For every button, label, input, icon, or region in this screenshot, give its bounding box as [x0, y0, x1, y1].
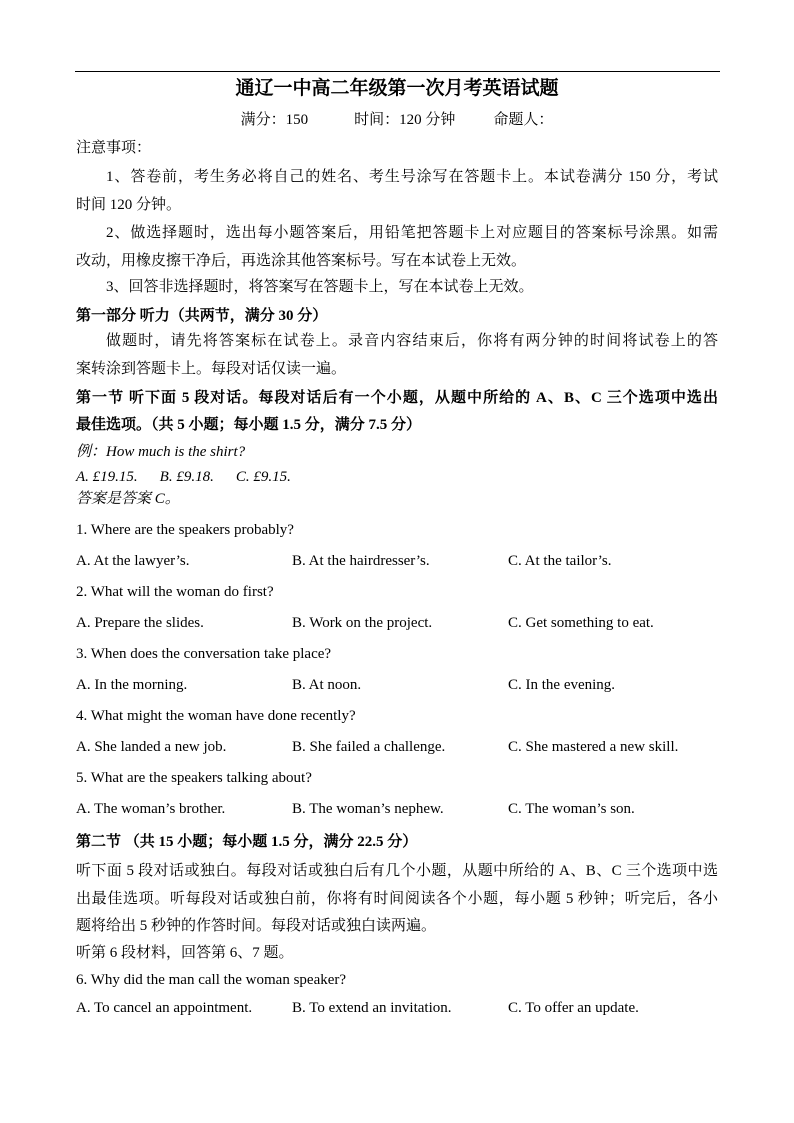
option-b: B. She failed a challenge.: [292, 739, 446, 755]
header-rule: [75, 71, 720, 72]
option-a: A. Prepare the slides.: [76, 615, 204, 631]
notice-item-1: 1、答卷前，考生务必将自己的姓名、考生号涂写在答题卡上。本试卷满分 150 分，考试: [106, 169, 718, 185]
section1-heading-cont: 最佳选项。（共 5 小题；每小题 1.5 分，满分 7.5 分）: [76, 417, 422, 433]
author: 命题人：: [493, 112, 554, 128]
option-a: A. The woman’s brother.: [76, 801, 226, 817]
option-a: A. In the morning.: [76, 677, 188, 693]
section2-intro-end: 题将给出 5 秒钟的作答时间。每段对话或独白读两遍。: [76, 918, 437, 934]
example-answer: 答案是答案 C。: [76, 491, 180, 507]
question-1: 1. Where are the speakers probably?: [76, 522, 294, 538]
part1-intro: 做题时，请先将答案标在试卷上。录音内容结束后，你将有两分钟的时间将试卷上的答: [106, 333, 718, 349]
material-instruction: 听第 6 段材料，回答第 6、7 题。: [76, 945, 294, 961]
option-c: C. Get something to eat.: [508, 615, 654, 631]
part1-heading: 第一部分 听力（共两节，满分 30 分）: [76, 308, 328, 324]
question-6: 6. Why did the man call the woman speaker?: [76, 972, 347, 988]
section2-intro-cont: 出最佳选项。听每段对话或独白前，你将有时间阅读各个小题，每小题 5 秒钟；听完后，各小: [76, 891, 718, 907]
option-b: B. To extend an invitation.: [292, 1000, 452, 1016]
option-c: C. At the tailor’s.: [508, 553, 612, 569]
option-a: A. At the lawyer’s.: [76, 553, 190, 569]
option-c: C. To offer an update.: [508, 1000, 639, 1016]
example-options: [76, 467, 718, 487]
section2-heading: 第二节 （共 15 小题；每小题 1.5 分，满分 22.5 分）: [76, 834, 418, 850]
option-c: C. She mastered a new skill.: [508, 739, 679, 755]
option-c: C. The woman’s son.: [508, 801, 635, 817]
option-c: C. In the evening.: [508, 677, 616, 693]
page-title: 通辽一中高二年级第一次月考英语试题: [235, 78, 559, 99]
option-a: A. She landed a new job.: [76, 739, 227, 755]
exam-info: [76, 110, 718, 130]
notice-heading: 注意事项：: [76, 140, 152, 156]
full-score: 满分：150: [240, 112, 309, 128]
example-option: C. £9.15.: [235, 469, 291, 485]
question-3: 3. When does the conversation take place?: [76, 646, 332, 662]
exam-time: 时间：120 分钟: [354, 112, 456, 128]
part1-intro-cont: 案转涂到答题卡上。每段对话仅读一遍。: [76, 361, 347, 377]
question-4: 4. What might the woman have done recently?: [76, 708, 356, 724]
example-option: A. £19.15.: [76, 469, 138, 485]
option-b: B. At noon.: [292, 677, 362, 693]
question-2: 2. What will the woman do first?: [76, 584, 274, 600]
option-b: B. The woman’s nephew.: [292, 801, 444, 817]
notice-item-1-cont: 时间 120 分钟。: [76, 197, 182, 213]
notice-item-2: 2、做选择题时，选出每小题答案后，用铅笔把答题卡上对应题目的答案标号涂黑。如需: [106, 225, 718, 241]
notice-item-3: 3、回答非选择题时，将答案写在答题卡上，写在本试卷上无效。: [106, 279, 534, 295]
section2-intro: 听下面 5 段对话或独白。每段对话或独白后有几个小题，从题中所给的 A、B、C 三个选项中选: [76, 863, 718, 879]
notice-item-2-cont: 改动，用橡皮擦干净后，再选涂其他答案标号。写在本试卷上无效。: [76, 253, 527, 269]
example-option: B. £9.18.: [159, 469, 214, 485]
example-question: 例：How much is the shirt?: [76, 444, 246, 460]
option-a: A. To cancel an appointment.: [76, 1000, 253, 1016]
option-b: B. At the hairdresser’s.: [292, 553, 430, 569]
question-5: 5. What are the speakers talking about?: [76, 770, 312, 786]
option-b: B. Work on the project.: [292, 615, 433, 631]
section1-heading: 第一节 听下面 5 段对话。每段对话后有一个小题，从题中所给的 A、B、C 三个选项中选出: [76, 390, 718, 406]
